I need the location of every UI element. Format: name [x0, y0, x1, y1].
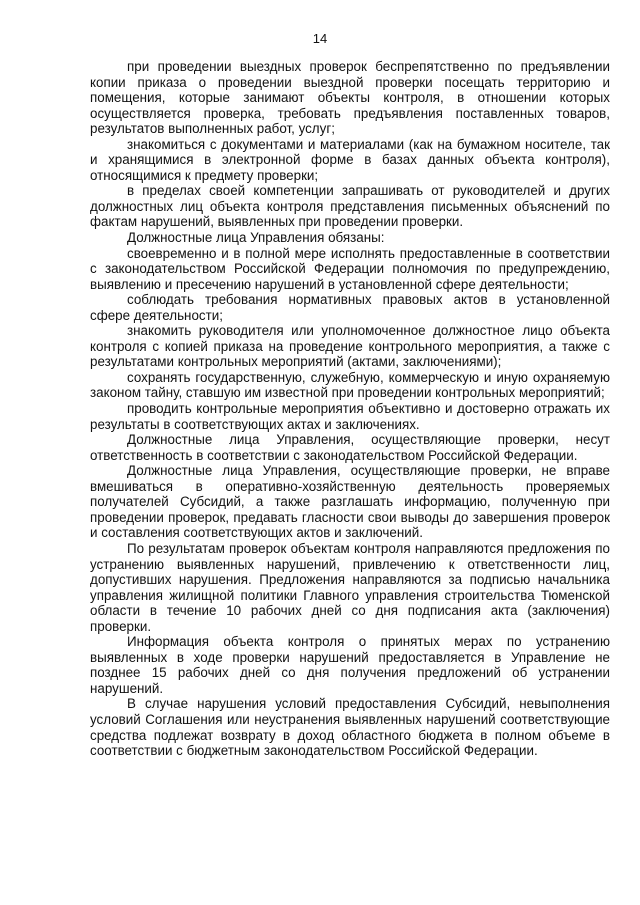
- paragraph: проводить контрольные мероприятия объективно и достоверно отражать их результаты в соответствующих актах и заключениях.: [90, 401, 610, 432]
- paragraph: при проведении выездных проверок беспрепятственно по предъявлении копии приказа о проведении выездной проверки посещать территорию и помещения, которые занимают объекты контроля, в отношении которых осуществляется проверка, требовать предъявления поставленных товаров, результатов выполненных работ, услуг;: [90, 59, 610, 137]
- paragraph: знакомить руководителя или уполномоченное должностное лицо объекта контроля с копией приказа на проведение контрольного мероприятия, а также с результатами контрольных мероприятий (актами, заключениями);: [90, 323, 610, 370]
- paragraph: в пределах своей компетенции запрашивать от руководителей и других должностных лиц объекта контроля представления письменных объяснений по фактам нарушений, выявленных при проведении проверки.: [90, 183, 610, 230]
- paragraph: знакомиться с документами и материалами (как на бумажном носителе, так и хранящимися в электронной форме в базах данных объекта контроля), относящимися к предмету проверки;: [90, 136, 610, 183]
- paragraph: Должностные лица Управления, осуществляющие проверки, несут ответственность в соответствии с законодательством Российской Федерации.: [90, 432, 610, 463]
- paragraph: По результатам проверок объектам контроля направляются предложения по устранению выявленных нарушений, привлечению к ответственности лиц, допустивших нарушения. Предложения направляются за подписью начальника управления жилищной политики Главного управления строительства Тюменской области в течение 10 рабочих дней со дня подписания акта (заключения) проверки.: [90, 540, 610, 634]
- paragraph: В случае нарушения условий предоставления Субсидий, невыполнения условий Соглашения или неустранения выявленных нарушений соответствующие средства подлежат возврату в доход областного бюджета в полном объеме в соответствии с бюджетным законодательством Российской Федерации.: [90, 696, 610, 759]
- paragraph: Должностные лица Управления, осуществляющие проверки, не вправе вмешиваться в оперативно-хозяйственную деятельность проверяемых получателей Субсидий, а также разглашать информацию, полученную при проведении проверок, предавать гласности свои выводы до завершения проверок и составления соответствующих актов и заключений.: [90, 463, 610, 541]
- paragraph: своевременно и в полной мере исполнять предоставленные в соответствии с законодательством Российской Федерации полномочия по предупреждению, выявлению и пресечению нарушений в установленной сфере деятельности;: [90, 245, 610, 292]
- paragraph: соблюдать требования нормативных правовых актов в установленной сфере деятельности;: [90, 292, 610, 323]
- paragraph: Должностные лица Управления обязаны:: [127, 230, 385, 246]
- paragraph: сохранять государственную, служебную, коммерческую и иную охраняемую законом тайну, ставшую им известной при проведении контрольных мероприятий;: [90, 369, 610, 401]
- page-number: 14: [312, 31, 328, 46]
- document-body: [90, 59, 610, 759]
- paragraph: Информация объекта контроля о принятых мерах по устранению выявленных в ходе проверки нарушений предоставляется в Управление не позднее 15 рабочих дней со дня получения предложений об устранении нарушений.: [90, 634, 610, 696]
